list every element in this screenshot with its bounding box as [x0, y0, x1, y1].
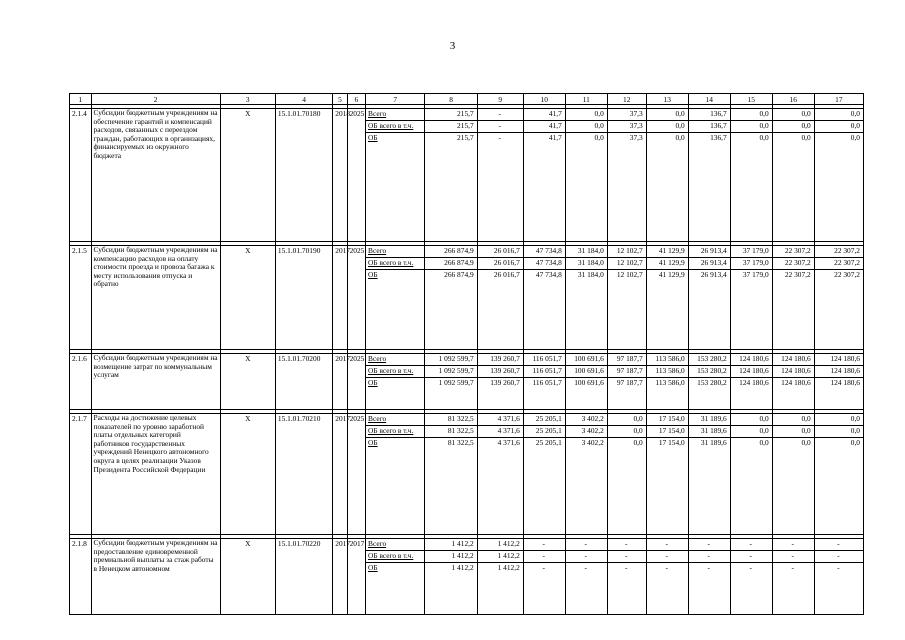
item-code: 15.1.01.70210: [275, 414, 332, 535]
value-cell: 113 586,0: [646, 366, 688, 378]
value-cell: 153 280,2: [688, 378, 730, 410]
value-cell: 26 913,4: [688, 258, 730, 270]
item-col3: Х: [220, 414, 275, 535]
value-cell: 116 051,7: [523, 366, 565, 378]
column-header: 1: [70, 94, 92, 105]
value-cell: -: [730, 563, 772, 615]
value-cell: 0,0: [772, 426, 814, 438]
value-cell: 47 734,8: [523, 246, 565, 258]
item-number: 2.1.5: [70, 246, 92, 350]
item-code: 15.1.01.70180: [275, 109, 332, 242]
value-cell: 26 016,7: [477, 258, 523, 270]
value-cell: 0,0: [772, 133, 814, 242]
budget-table: [69, 93, 864, 615]
value-cell: 116 051,7: [523, 378, 565, 410]
value-cell: 0,0: [772, 109, 814, 121]
value-cell: 97 187,7: [607, 378, 646, 410]
value-cell: 41,7: [523, 109, 565, 121]
value-cell: 0,0: [814, 133, 863, 242]
value-cell: 0,0: [814, 438, 863, 535]
value-cell: 31 189,6: [688, 414, 730, 426]
value-cell: -: [607, 563, 646, 615]
value-cell: -: [607, 551, 646, 563]
item-col3: Х: [220, 354, 275, 410]
value-cell: 266 874,9: [425, 270, 477, 350]
value-cell: 31 184,0: [565, 270, 607, 350]
value-cell: 97 187,7: [607, 366, 646, 378]
value-cell: 37 179,0: [730, 246, 772, 258]
value-cell: -: [565, 539, 607, 551]
value-cell: 4 371,6: [477, 426, 523, 438]
value-cell: 1 092 599,7: [425, 378, 477, 410]
column-header: 2: [91, 94, 220, 105]
value-cell: 124 180,6: [814, 366, 863, 378]
table-row: [70, 539, 864, 551]
value-cell: 113 586,0: [646, 378, 688, 410]
row-label: Всего: [366, 539, 425, 551]
value-cell: -: [607, 539, 646, 551]
column-header: 15: [730, 94, 772, 105]
value-cell: -: [646, 539, 688, 551]
value-cell: -: [477, 133, 523, 242]
value-cell: 37 179,0: [730, 270, 772, 350]
item-start-year: 2017: [333, 246, 347, 350]
value-cell: -: [814, 551, 863, 563]
value-cell: 1 092 599,7: [425, 366, 477, 378]
value-cell: 0,0: [646, 121, 688, 133]
value-cell: 26 913,4: [688, 246, 730, 258]
value-cell: 124 180,6: [730, 378, 772, 410]
column-header: 6: [347, 94, 365, 105]
item-code: 15.1.01.70220: [275, 539, 332, 615]
item-end-year: 2025: [347, 109, 365, 242]
item-code: 15.1.01.70190: [275, 246, 332, 350]
value-cell: 31 189,6: [688, 438, 730, 535]
value-cell: 0,0: [730, 426, 772, 438]
value-cell: 12 102,7: [607, 246, 646, 258]
value-cell: 22 307,2: [814, 246, 863, 258]
value-cell: 17 154,0: [646, 438, 688, 535]
row-label: ОБ: [366, 563, 425, 615]
value-cell: 0,0: [607, 426, 646, 438]
value-cell: 124 180,6: [772, 366, 814, 378]
item-description: Расходы на достижение целевых показателей по уровню заработной платы отдельных категорий работников государственных учреждений Ненецкого автономного округа в целях реализации Указов Президента Российской Федерации: [91, 414, 220, 535]
value-cell: 25 205,1: [523, 426, 565, 438]
value-cell: -: [523, 551, 565, 563]
value-cell: 100 691,6: [565, 378, 607, 410]
value-cell: 1 412,2: [477, 539, 523, 551]
value-cell: 215,7: [425, 133, 477, 242]
row-label: Всего: [366, 354, 425, 366]
value-cell: 31 189,6: [688, 426, 730, 438]
value-cell: 0,0: [730, 121, 772, 133]
value-cell: 139 260,7: [477, 366, 523, 378]
column-header: 12: [607, 94, 646, 105]
item-end-year: 2025: [347, 246, 365, 350]
value-cell: 47 734,8: [523, 258, 565, 270]
value-cell: 0,0: [814, 414, 863, 426]
column-header: 9: [477, 94, 523, 105]
value-cell: 41,7: [523, 121, 565, 133]
value-cell: 0,0: [814, 426, 863, 438]
column-header: 8: [425, 94, 477, 105]
item-number: 2.1.8: [70, 539, 92, 615]
column-header: 14: [688, 94, 730, 105]
value-cell: 25 205,1: [523, 438, 565, 535]
table-row: [70, 246, 864, 258]
value-cell: 37,3: [607, 109, 646, 121]
item-number: 2.1.6: [70, 354, 92, 410]
item-end-year: 2025: [347, 414, 365, 535]
column-header: 17: [814, 94, 863, 105]
value-cell: 0,0: [646, 109, 688, 121]
value-cell: 0,0: [730, 438, 772, 535]
value-cell: 4 371,6: [477, 414, 523, 426]
value-cell: 12 102,7: [607, 270, 646, 350]
column-header: 11: [565, 94, 607, 105]
value-cell: 41 129,9: [646, 246, 688, 258]
header-row: [70, 94, 864, 105]
value-cell: 3 402,2: [565, 438, 607, 535]
value-cell: 81 322,5: [425, 414, 477, 426]
value-cell: 136,7: [688, 109, 730, 121]
value-cell: -: [814, 563, 863, 615]
value-cell: 1 412,2: [425, 551, 477, 563]
value-cell: -: [688, 563, 730, 615]
value-cell: 0,0: [565, 121, 607, 133]
item-start-year: 2018: [333, 109, 347, 242]
value-cell: 124 180,6: [772, 378, 814, 410]
value-cell: 1 412,2: [425, 539, 477, 551]
row-label: ОБ: [366, 438, 425, 535]
item-description: Субсидии бюджетным учреждениям на предоставление единовременной премиальной выплаты за стаж работы в Ненецком автономном: [91, 539, 220, 615]
value-cell: 136,7: [688, 121, 730, 133]
row-label: ОБ всего в т.ч.: [366, 551, 425, 563]
value-cell: 22 307,2: [814, 270, 863, 350]
value-cell: 81 322,5: [425, 426, 477, 438]
item-number: 2.1.7: [70, 414, 92, 535]
value-cell: -: [646, 551, 688, 563]
row-label: ОБ всего в т.ч.: [366, 121, 425, 133]
value-cell: 136,7: [688, 133, 730, 242]
value-cell: 139 260,7: [477, 354, 523, 366]
value-cell: 17 154,0: [646, 414, 688, 426]
value-cell: 0,0: [607, 438, 646, 535]
value-cell: -: [523, 563, 565, 615]
value-cell: 1 412,2: [425, 563, 477, 615]
item-end-year: 2025: [347, 354, 365, 410]
value-cell: 124 180,6: [730, 354, 772, 366]
value-cell: 0,0: [607, 414, 646, 426]
value-cell: 22 307,2: [772, 258, 814, 270]
page-number: 3: [449, 40, 456, 52]
table-row: [70, 354, 864, 366]
value-cell: 116 051,7: [523, 354, 565, 366]
table-row: [70, 109, 864, 121]
value-cell: 124 180,6: [772, 354, 814, 366]
value-cell: 17 154,0: [646, 426, 688, 438]
column-header: 10: [523, 94, 565, 105]
value-cell: 0,0: [646, 133, 688, 242]
value-cell: 0,0: [772, 438, 814, 535]
value-cell: 0,0: [814, 109, 863, 121]
value-cell: 124 180,6: [814, 354, 863, 366]
value-cell: 113 586,0: [646, 354, 688, 366]
value-cell: 266 874,9: [425, 246, 477, 258]
row-label: ОБ: [366, 270, 425, 350]
item-col3: Х: [220, 246, 275, 350]
item-code: 15.1.01.70200: [275, 354, 332, 410]
value-cell: 0,0: [730, 109, 772, 121]
row-label: ОБ: [366, 133, 425, 242]
value-cell: 26 016,7: [477, 246, 523, 258]
value-cell: 124 180,6: [814, 378, 863, 410]
row-label: Всего: [366, 109, 425, 121]
value-cell: 0,0: [565, 109, 607, 121]
value-cell: 26 913,4: [688, 270, 730, 350]
column-header: 3: [220, 94, 275, 105]
value-cell: -: [730, 551, 772, 563]
value-cell: 37,3: [607, 121, 646, 133]
value-cell: 1 092 599,7: [425, 354, 477, 366]
value-cell: 0,0: [730, 133, 772, 242]
item-start-year: 2017: [333, 539, 347, 615]
value-cell: 0,0: [565, 133, 607, 242]
value-cell: -: [565, 563, 607, 615]
value-cell: -: [523, 539, 565, 551]
value-cell: 0,0: [772, 414, 814, 426]
value-cell: 12 102,7: [607, 258, 646, 270]
value-cell: 153 280,2: [688, 366, 730, 378]
value-cell: 3 402,2: [565, 426, 607, 438]
value-cell: -: [477, 109, 523, 121]
row-label: ОБ: [366, 378, 425, 410]
value-cell: 22 307,2: [772, 270, 814, 350]
value-cell: 41 129,9: [646, 270, 688, 350]
value-cell: 25 205,1: [523, 414, 565, 426]
value-cell: 41,7: [523, 133, 565, 242]
value-cell: 31 184,0: [565, 246, 607, 258]
value-cell: 215,7: [425, 109, 477, 121]
value-cell: 41 129,9: [646, 258, 688, 270]
value-cell: -: [688, 539, 730, 551]
row-label: ОБ всего в т.ч.: [366, 366, 425, 378]
value-cell: 3 402,2: [565, 414, 607, 426]
value-cell: 100 691,6: [565, 354, 607, 366]
value-cell: 266 874,9: [425, 258, 477, 270]
column-header: 16: [772, 94, 814, 105]
item-description: Субсидии бюджетным учреждениям на возмещение затрат по коммунальным услугам: [91, 354, 220, 410]
value-cell: 37 179,0: [730, 258, 772, 270]
value-cell: -: [565, 551, 607, 563]
value-cell: -: [772, 563, 814, 615]
column-header: 5: [333, 94, 347, 105]
item-number: 2.1.4: [70, 109, 92, 242]
value-cell: -: [772, 539, 814, 551]
row-label: Всего: [366, 246, 425, 258]
row-label: ОБ всего в т.ч.: [366, 258, 425, 270]
value-cell: -: [477, 121, 523, 133]
value-cell: 26 016,7: [477, 270, 523, 350]
column-header: 4: [275, 94, 332, 105]
value-cell: -: [646, 563, 688, 615]
item-col3: Х: [220, 109, 275, 242]
value-cell: 100 691,6: [565, 366, 607, 378]
value-cell: 37,3: [607, 133, 646, 242]
item-col3: Х: [220, 539, 275, 615]
value-cell: 124 180,6: [730, 366, 772, 378]
value-cell: 215,7: [425, 121, 477, 133]
column-header: 13: [646, 94, 688, 105]
value-cell: 0,0: [772, 121, 814, 133]
value-cell: -: [688, 551, 730, 563]
value-cell: 47 734,8: [523, 270, 565, 350]
item-description: Субсидии бюджетным учреждениям на компенсацию расходов на оплату стоимости проезда и провоза багажа к месту использования отпуска и обратно: [91, 246, 220, 350]
value-cell: 97 187,7: [607, 354, 646, 366]
value-cell: -: [814, 539, 863, 551]
value-cell: 153 280,2: [688, 354, 730, 366]
value-cell: 4 371,6: [477, 438, 523, 535]
item-start-year: 2017: [333, 414, 347, 535]
table-row: [70, 414, 864, 426]
item-end-year: 2017: [347, 539, 365, 615]
item-start-year: 2017: [333, 354, 347, 410]
value-cell: 22 307,2: [814, 258, 863, 270]
value-cell: -: [772, 551, 814, 563]
value-cell: 0,0: [730, 414, 772, 426]
value-cell: -: [730, 539, 772, 551]
column-header: 7: [366, 94, 425, 105]
value-cell: 0,0: [814, 121, 863, 133]
row-label: Всего: [366, 414, 425, 426]
value-cell: 1 412,2: [477, 563, 523, 615]
value-cell: 31 184,0: [565, 258, 607, 270]
item-description: Субсидии бюджетным учреждениям на обеспечение гарантий и компенсаций расходов, связанных с переездом граждан, работающих в организациях, финансируемых из окружного бюджета: [91, 109, 220, 242]
row-label: ОБ всего в т.ч.: [366, 426, 425, 438]
value-cell: 1 412,2: [477, 551, 523, 563]
value-cell: 22 307,2: [772, 246, 814, 258]
value-cell: 139 260,7: [477, 378, 523, 410]
value-cell: 81 322,5: [425, 438, 477, 535]
